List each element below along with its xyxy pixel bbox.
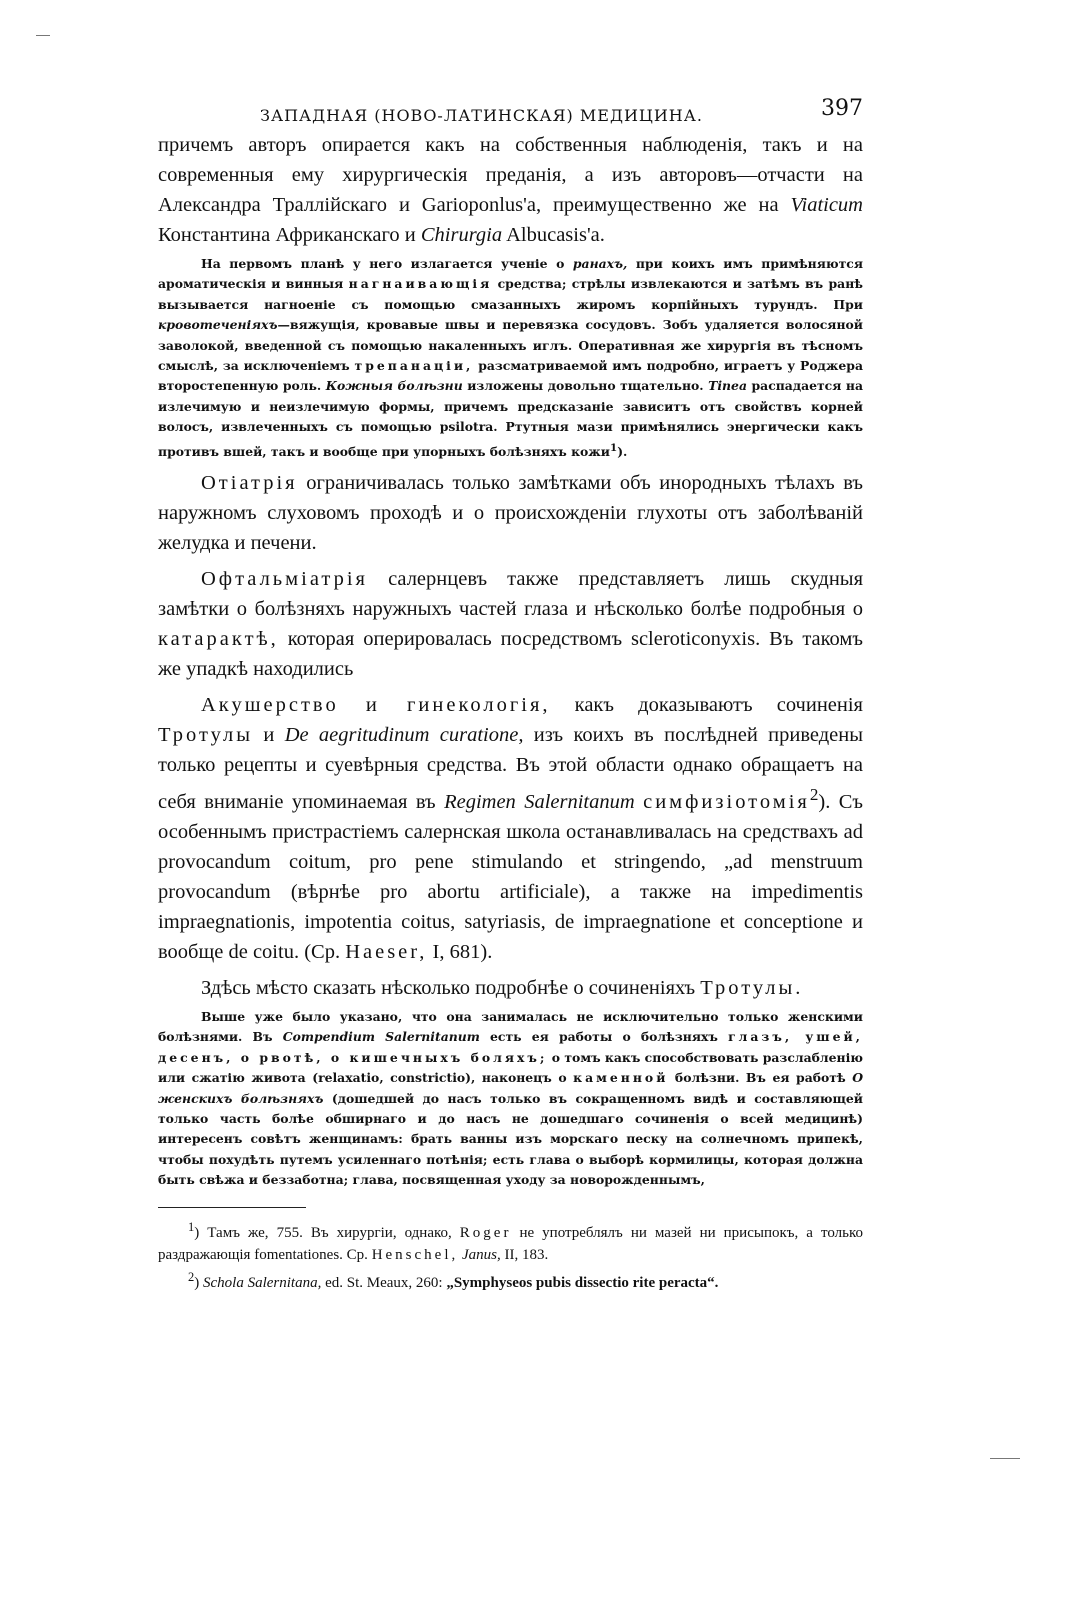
text-run-spaced: Офтальміатрія (201, 568, 368, 591)
footnote-number: 2 (188, 1269, 195, 1284)
text-run-italic: Chirurgia (420, 224, 503, 246)
text-run-spaced: симфизіотомія (643, 791, 810, 814)
text-run: какъ доказываютъ сочиненія (550, 694, 863, 717)
paragraph-sources (158, 130, 863, 250)
smallprint-surgery (158, 254, 863, 462)
text-run: (дошедшей до насъ только въ сокращенномъ видѣ и составляющей только часть болѣе обширнаго и до насъ не дошедшаго сочиненія о всей медицинѣ) интересенъ совѣтъ женщинамъ: брать ванны изъ морскаго песку на солнечномъ припекѣ, чтобы похудѣть путемъ усиленнаго потѣнія; есть глава о выборѣ кормилицы, которая должна быть свѣжа и беззаботна; глава, посвященная уходу за новорожденнымъ, (158, 1090, 863, 1188)
text-run: причемъ авторъ опирается какъ на собственныя наблюденія, такъ и на современныя ему хирургическія преданія, а изъ авторовъ—отчасти на Александра Траллійскаго и Garioponlus'a, преимущественно же на (158, 134, 863, 216)
text-run-italic: Tinea (708, 378, 747, 394)
text-run-italic: О женскихъ болѣзняхъ (158, 1070, 863, 1106)
text-run-spaced: Haeser, (345, 941, 428, 964)
text-run-spaced: трепанаціи, (354, 358, 474, 374)
text-run: ed. St. Meaux, 260: (321, 1274, 447, 1291)
text-run-spaced: катарактѣ, (158, 628, 279, 651)
text-run: салернцевъ также представляетъ лишь скудныя замѣтки о болѣзняхъ наружныхъ частей глаза и нѣсколько болѣе подробныя о (158, 568, 863, 621)
text-run: Здѣсь мѣсто сказать нѣсколько подробнѣе о сочиненіяхъ (201, 977, 701, 1000)
paragraph-otiatria (158, 468, 863, 558)
text-run: разсматриваемой имъ подробно, играетъ у Роджера второстепенную роль. (158, 358, 863, 394)
text-run: средства; стрѣлы извлекаются и затѣмъ въ ранѣ вызывается нагноеніе съ помощью смазанныхъ жиромъ корпійныхъ турундъ. При (158, 276, 863, 312)
text-run-spaced: Henschel, (371, 1246, 459, 1263)
text-run-italic: Janus, (462, 1246, 501, 1263)
text-run-italic: ранахъ, (572, 256, 628, 271)
scan-edge-mark-bottom (990, 1458, 1020, 1459)
text-run: ) Тамъ же, 755. Въ хирургіи, однако, (194, 1224, 460, 1241)
text-run: Albucasis'a. (502, 224, 605, 246)
text-run-spaced: Тротулы. (700, 977, 804, 1000)
page-number: 397 (821, 96, 863, 121)
paragraph-ophthalmiatria (158, 564, 863, 684)
text-run: ). (617, 443, 628, 459)
text-run-italic: Кожныя болѣзни (325, 378, 463, 394)
text-run-spaced: нагнаивающія (348, 276, 493, 292)
text-run: изъ коихъ въ послѣдней приведены только рецепты и суевѣрныя средства. Въ этой области однако обращаетъ на себя вниманіе упоминаемая въ (158, 724, 863, 814)
text-run: На первомъ планѣ у него излагается ученіе о (201, 256, 573, 271)
text-run (635, 791, 643, 813)
text-run-italic: кровотеченіяхъ (158, 317, 278, 333)
text-run: ) (194, 1274, 203, 1291)
text-run-italic: De aegritudinum curatione, (284, 724, 524, 747)
text-run-spaced: каменной (573, 1070, 669, 1086)
text-run: болѣзни. Въ ея работѣ (668, 1070, 853, 1086)
running-title: ЗАПАДНАЯ (НОВО-ЛАТИНСКАЯ) МЕДИЦИНА. (260, 106, 703, 125)
smallprint-trotula (158, 1007, 863, 1191)
text-run: изложены довольно тщательно. (462, 378, 709, 394)
text-run: Константина Африканскаго и (158, 224, 421, 246)
text-run: ). Съ особеннымъ пристрастіемъ салернская школа останавливалась на средствахъ ad provocandum coitum, pro pene stimulando et stringendo, „ad menstruum provocandum (вѣрнѣе pro abortu artificiale), а также на impedimentis impraegnationis, impotentia coitus, satyriasis, de impraegnatione et conceptione и вообще de coitu. (Ср. (158, 791, 864, 964)
text-run-italic: Schola Salernitana, (203, 1274, 322, 1291)
text-run-spaced: глазъ, ушей, десенъ, о рвотѣ, о кишечныхъ боляхъ; (158, 1029, 863, 1065)
scan-edge-mark-top (36, 35, 50, 36)
paragraph-obstetrics (158, 690, 863, 967)
text-run-spaced: Отіатрія (201, 472, 298, 495)
text-run-spaced: Акушерство и гинекологія, (201, 694, 551, 717)
footnote-divider (158, 1207, 306, 1208)
text-run: II, 183. (500, 1246, 549, 1263)
text-run: Выше уже было указано, что она занималась не исключительно только женскими болѣзнями. Въ (158, 1009, 863, 1045)
text-run-italic: Regimen Salernitanum (444, 791, 635, 814)
text-run: и (253, 724, 285, 747)
text-run: не употреблялъ ни мазей ни присыпокъ, а только раздражающія fomentationes. Ср. (158, 1224, 863, 1263)
text-run-bold: „Symphyseos pubis dissectio rite peracta“. (446, 1274, 719, 1291)
text-run: I, 681). (427, 941, 493, 964)
text-run: о томъ какъ способствовать разслабленію или сжатію живота (relaxatio, constrictio), наконецъ о (158, 1049, 864, 1086)
running-header (158, 96, 863, 130)
paragraph-trotula-intro (158, 973, 863, 1003)
text-run-italic: Viaticum (790, 194, 863, 216)
text-run: ограничивалась только замѣтками объ инородныхъ тѣлахъ въ наружномъ слуховомъ проходѣ и о происхожденіи глухоты отъ заболѣваній желудка и печени. (158, 472, 863, 555)
text-run: распадается на излечимую и неизлечимую формы, причемъ предсказаніе зависитъ отъ свойствъ корней волосъ, извлеченныхъ съ помощью psilotra. Ртутныя мази примѣнялись энергически какъ противъ вшей, такъ и вообще при упорныхъ болѣзняхъ кожи (158, 378, 863, 459)
book-page (158, 96, 863, 1294)
footnote-1 (158, 1216, 863, 1266)
footnote-ref: 2 (809, 785, 819, 805)
text-run-spaced: Тротулы (158, 724, 254, 747)
footnote-ref: 1 (610, 441, 618, 454)
text-run: есть ея работы о болѣзняхъ (479, 1029, 729, 1045)
text-run: —вяжущія, кровавые швы и перевязка сосудовъ. Зобъ удаляется волосяной заволокой, введенной съ помощью накаленныхъ иглъ. Оперативная же хирургія въ тѣсномъ смыслѣ, за исключеніемъ (158, 317, 863, 374)
text-run: которая оперировалась посредствомъ scleroticonyxis. Въ такомъ же упадкѣ находились (158, 628, 863, 681)
footnote-2 (158, 1266, 863, 1294)
text-run-italic: Compendium Salernitanum (282, 1029, 480, 1045)
text-run-spaced: Roger (459, 1224, 512, 1241)
text-run: при коихъ имъ примѣняются ароматическія и винныя (158, 256, 863, 292)
footnote-number: 1 (188, 1219, 195, 1234)
